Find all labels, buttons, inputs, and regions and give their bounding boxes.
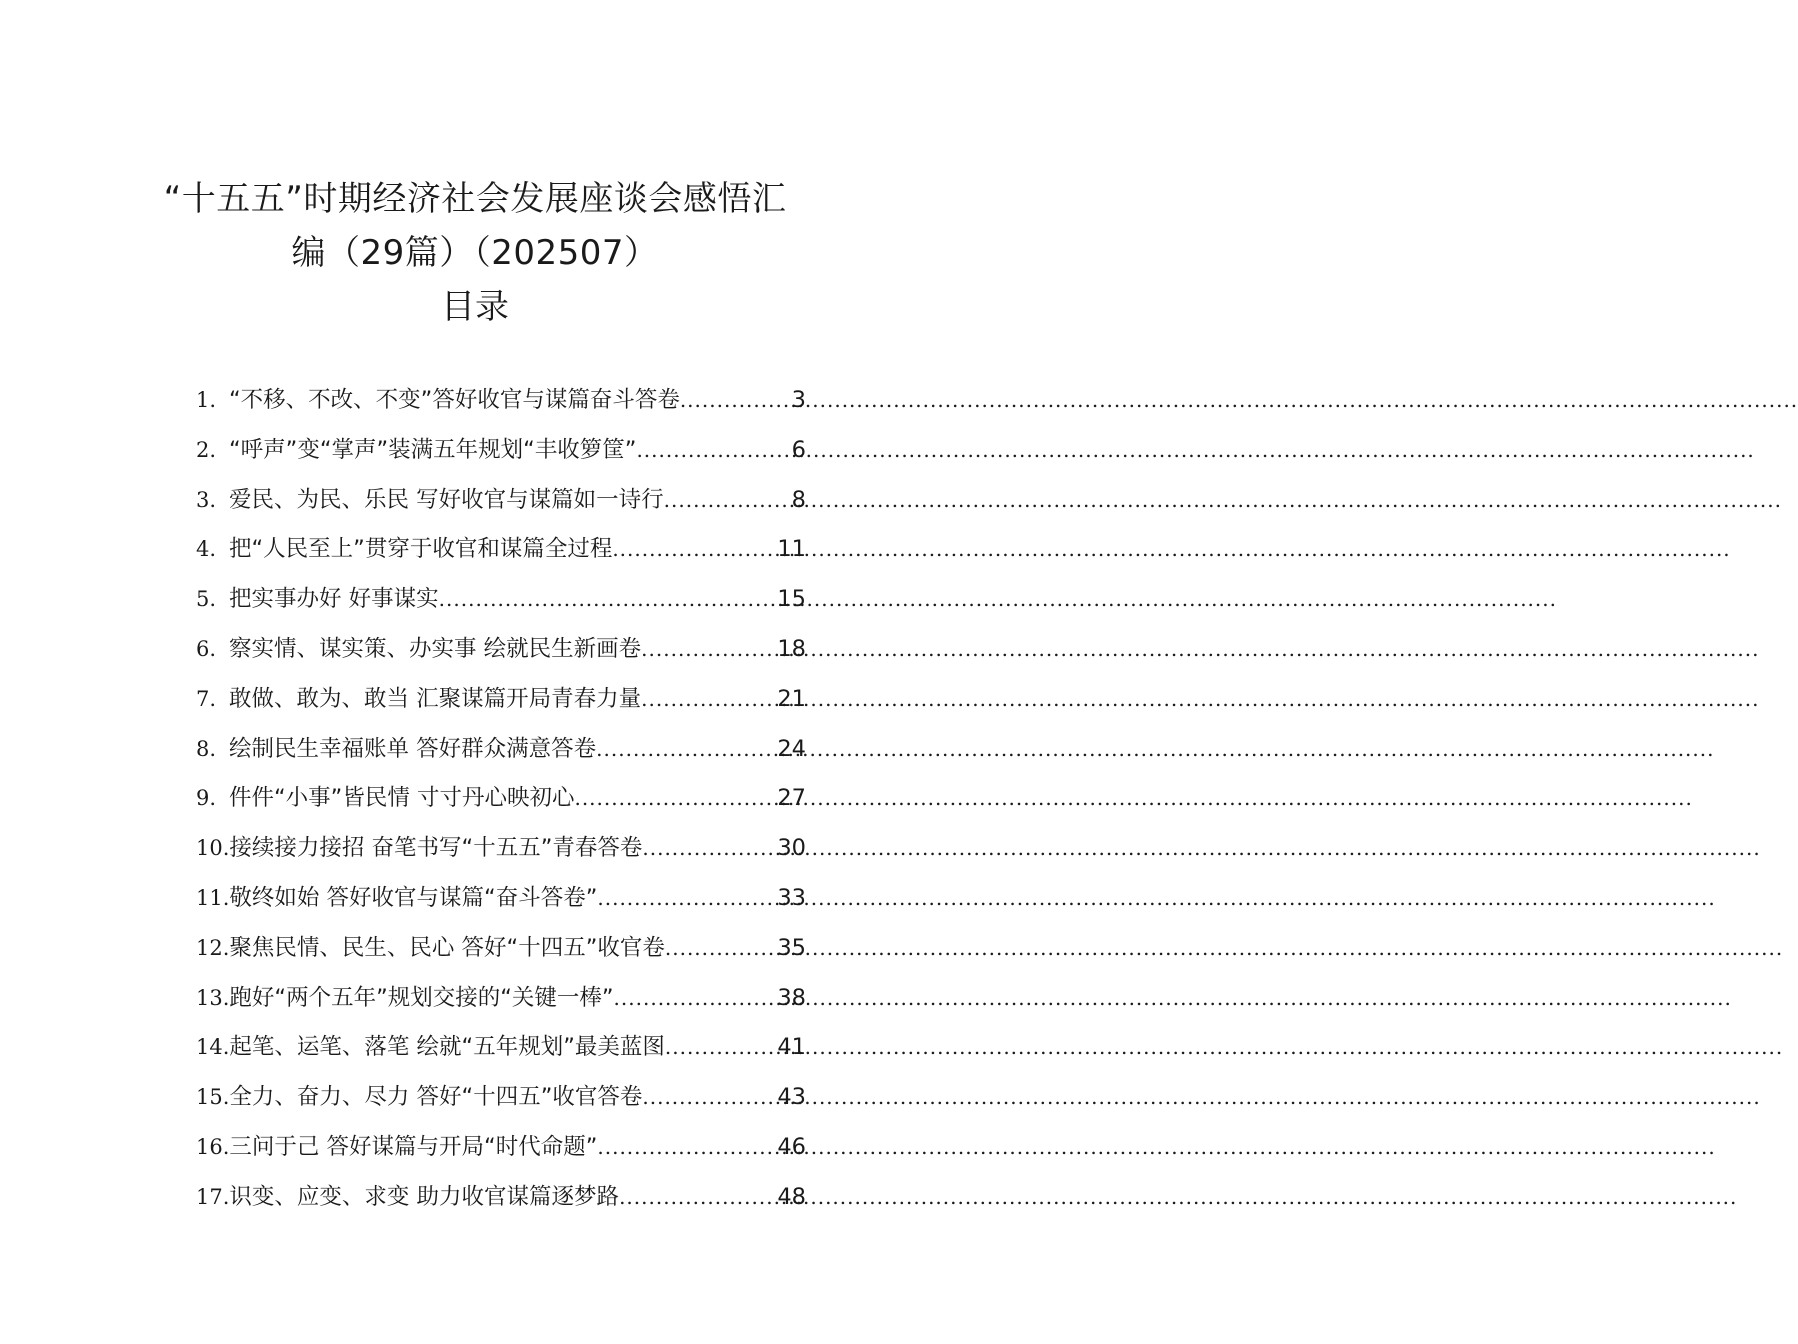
toc-item-title: 敬终如始 答好收官与谋篇“奋斗答卷” bbox=[229, 884, 598, 911]
toc-leader-dots bbox=[642, 1073, 777, 1123]
toc-leader-dots bbox=[641, 675, 777, 725]
toc-leader-dots bbox=[664, 476, 792, 526]
toc-item-title: 跑好“两个五年”规划交接的“关键一棒” bbox=[229, 984, 614, 1011]
toc-item-page: 8 bbox=[791, 486, 806, 513]
toc-item-page: 21 bbox=[777, 685, 806, 712]
toc-item-number: 7. bbox=[196, 686, 217, 711]
toc-leader-dots bbox=[636, 426, 791, 476]
toc-item-9[interactable] bbox=[196, 774, 806, 824]
toc-item-page: 24 bbox=[777, 735, 806, 762]
toc-item-5[interactable] bbox=[196, 575, 806, 625]
toc-item-number: 3. bbox=[196, 487, 217, 512]
toc-item-2[interactable] bbox=[196, 426, 806, 476]
toc-item-7[interactable] bbox=[196, 675, 806, 725]
toc-item-page: 38 bbox=[777, 984, 806, 1011]
toc-item-title: 件件“小事”皆民情 寸寸丹心映初心 bbox=[229, 785, 575, 812]
toc-item-page: 3 bbox=[791, 387, 806, 413]
toc-item-title: 敢做、敢为、敢当 汇聚谋篇开局青春力量 bbox=[229, 685, 642, 712]
toc-item-title: 聚焦民情、民生、民心 答好“十四五”收官卷 bbox=[229, 934, 665, 961]
toc-item-12[interactable] bbox=[196, 924, 806, 974]
toc-heading: 目录 bbox=[441, 287, 509, 327]
toc-item-page: 33 bbox=[777, 884, 806, 911]
toc-item-8[interactable] bbox=[196, 725, 806, 775]
toc-item-number: 5. bbox=[196, 587, 217, 612]
toc-item-title: 接续接力接招 奋笔书写“十五五”青春答卷 bbox=[229, 835, 643, 862]
toc-leader-dots bbox=[641, 625, 777, 675]
toc-leader-dots bbox=[596, 725, 777, 775]
toc-item-page: 30 bbox=[777, 835, 806, 862]
toc-item-17[interactable] bbox=[196, 1173, 806, 1223]
toc-item-page: 11 bbox=[777, 536, 806, 563]
toc-item-number: 6. bbox=[196, 636, 217, 661]
toc-item-number: 11. bbox=[196, 885, 230, 910]
toc-item-page: 15 bbox=[777, 586, 806, 613]
toc-item-number: 1. bbox=[196, 388, 217, 412]
toc-item-number: 14. bbox=[196, 1035, 230, 1060]
toc-item-page: 46 bbox=[777, 1133, 806, 1160]
toc-item-number: 10. bbox=[196, 836, 230, 861]
toc-leader-dots bbox=[614, 974, 778, 1024]
toc-item-14[interactable] bbox=[196, 1023, 806, 1073]
toc-item-number: 2. bbox=[196, 437, 217, 462]
toc-leader-dots bbox=[574, 774, 777, 824]
toc-item-title: “呼声”变“掌声”装满五年规划“丰收箩筐” bbox=[229, 436, 637, 463]
toc-item-number: 4. bbox=[196, 537, 217, 562]
toc-item-number: 16. bbox=[196, 1134, 230, 1159]
toc-leader-dots bbox=[439, 575, 778, 625]
toc-item-16[interactable] bbox=[196, 1123, 806, 1173]
toc-item-6[interactable] bbox=[196, 625, 806, 675]
toc-leader-dots bbox=[665, 924, 777, 974]
document-title-line-1: “十五五”时期经济社会发展座谈会感悟汇 bbox=[163, 179, 787, 219]
title-block bbox=[130, 172, 820, 334]
toc-item-page: 27 bbox=[777, 785, 806, 812]
document-title-line-2: 编（29篇）（202507） bbox=[291, 233, 659, 273]
toc-item-1[interactable] bbox=[196, 376, 806, 426]
toc-item-15[interactable] bbox=[196, 1073, 806, 1123]
toc-leader-dots bbox=[597, 1123, 777, 1173]
toc-item-page: 18 bbox=[777, 635, 806, 662]
toc-item-title: “不移、不改、不变”答好收官与谋篇奋斗答卷 bbox=[229, 387, 680, 413]
toc-item-11[interactable] bbox=[196, 874, 806, 924]
toc-item-page: 6 bbox=[791, 436, 806, 463]
toc-item-13[interactable] bbox=[196, 974, 806, 1024]
toc-item-title: 绘制民生幸福账单 答好群众满意答卷 bbox=[229, 735, 597, 762]
toc-item-number: 8. bbox=[196, 736, 217, 761]
toc-item-title: 把“人民至上”贯穿于收官和谋篇全过程 bbox=[229, 536, 613, 563]
toc-item-3[interactable] bbox=[196, 476, 806, 526]
toc-item-page: 48 bbox=[777, 1183, 806, 1210]
toc-item-title: 爱民、为民、乐民 写好收官与谋篇如一诗行 bbox=[229, 486, 664, 513]
toc-item-title: 把实事办好 好事谋实 bbox=[229, 586, 439, 613]
toc-leader-dots bbox=[642, 824, 777, 874]
toc-item-number: 15. bbox=[196, 1085, 230, 1110]
toc-item-number: 12. bbox=[196, 935, 230, 960]
toc-item-4[interactable] bbox=[196, 525, 806, 575]
toc-item-page: 43 bbox=[777, 1084, 806, 1111]
toc-leader-dots bbox=[619, 1173, 777, 1223]
toc-item-title: 起笔、运笔、落笔 绘就“五年规划”最美蓝图 bbox=[229, 1034, 665, 1061]
toc-leader-dots bbox=[680, 376, 792, 426]
toc-item-title: 全力、奋力、尽力 答好“十四五”收官答卷 bbox=[229, 1084, 643, 1111]
toc-leader-dots bbox=[612, 525, 777, 575]
toc-item-title: 识变、应变、求变 助力收官谋篇逐梦路 bbox=[229, 1183, 620, 1210]
toc-item-page: 35 bbox=[777, 934, 806, 961]
toc-item-10[interactable] bbox=[196, 824, 806, 874]
toc-item-title: 三问于己 答好谋篇与开局“时代命题” bbox=[229, 1133, 598, 1160]
toc-item-number: 17. bbox=[196, 1184, 230, 1209]
table-of-contents bbox=[196, 376, 806, 1223]
toc-leader-dots bbox=[665, 1023, 777, 1073]
toc-item-number: 13. bbox=[196, 985, 230, 1010]
toc-item-title: 察实情、谋实策、办实事 绘就民生新画卷 bbox=[229, 635, 642, 662]
toc-item-number: 9. bbox=[196, 786, 217, 811]
toc-leader-dots bbox=[597, 874, 777, 924]
toc-item-page: 41 bbox=[777, 1034, 806, 1061]
